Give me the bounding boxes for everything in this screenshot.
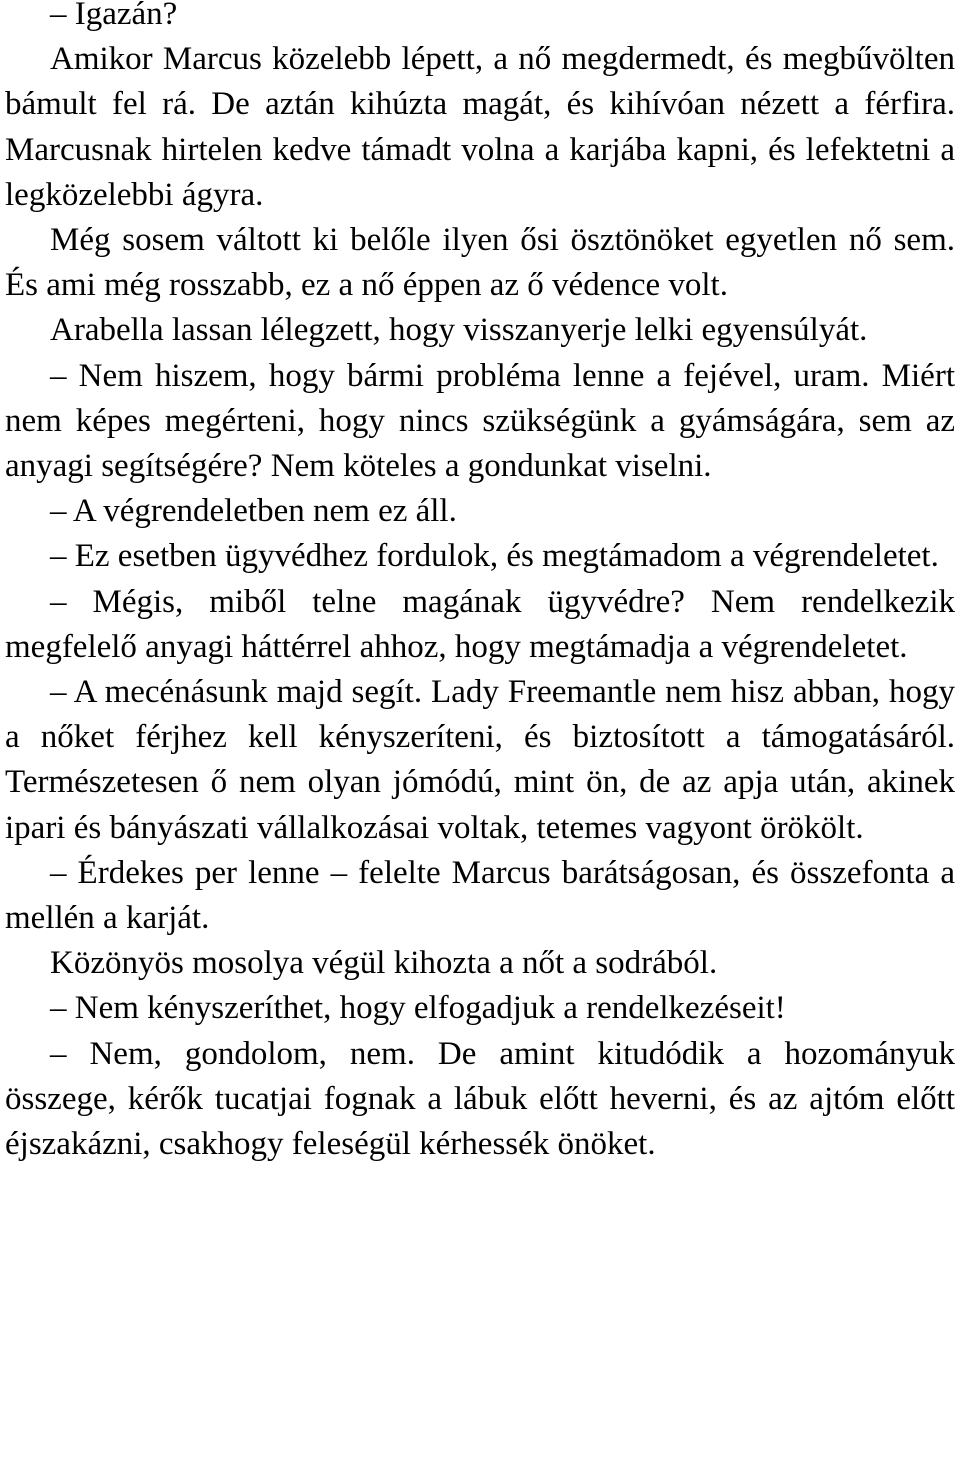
paragraph: – A mecénásunk majd segít. Lady Freemantle nem hisz abban, hogy a nőket férjhez kell kényszeríteni, és biztosított a támogatásáról. Természetesen ő nem olyan jómódú, mint ön, de az apja után, akinek ipari és bányászati vállalkozásai voltak, tetemes vagyont örökölt. — [5, 674, 955, 846]
paragraph: – Érdekes per lenne – felelte Marcus barátságosan, és összefonta a mellén a karját. — [5, 854, 955, 937]
book-page — [5, 0, 955, 1167]
paragraph: Közönyös mosolya végül kihozta a nőt a sodrából. — [50, 945, 718, 982]
paragraph: – Igazán? — [50, 0, 178, 32]
paragraph: – A végrendeletben nem ez áll. — [50, 493, 457, 530]
paragraph: – Nem kényszeríthet, hogy elfogadjuk a rendelkezéseit! — [50, 990, 786, 1027]
paragraph: – Nem, gondolom, nem. De amint kitudódik a hozományuk összege, kérők tucatjai fognak a lábuk előtt heverni, és az ajtóm előtt éjszakázni, csakhogy feleségül kérhessék önöket. — [5, 1035, 955, 1163]
paragraph: – Mégis, miből telne magának ügyvédre? Nem rendelkezik megfelelő anyagi háttérrel ahhoz, hogy megtámadja a végrendeletet. — [5, 583, 955, 665]
paragraph: Amikor Marcus közelebb lépett, a nő megdermedt, és megbűvölten bámult fel rá. De aztán kihúzta magát, és kihívóan nézett a férfira. Marcusnak hirtelen kedve támadt volna a karjába kapni, és lefektetni a legközelebbi ágyra. — [5, 41, 955, 213]
paragraph: – Nem hiszem, hogy bármi probléma lenne a fejével, uram. Miért nem képes megérteni, hogy nincs szükségünk a gyámságára, sem az anyagi segítségére? Nem köteles a gondunkat viselni. — [5, 357, 955, 485]
paragraph: – Ez esetben ügyvédhez fordulok, és megtámadom a végrendeletet. — [50, 538, 939, 575]
paragraph: Még sosem váltott ki belőle ilyen ősi ösztönöket egyetlen nő sem. És ami még rosszabb, ez a nő éppen az ő védence volt. — [5, 222, 955, 304]
paragraph: Arabella lassan lélegzett, hogy visszanyerje lelki egyensúlyát. — [50, 312, 868, 349]
